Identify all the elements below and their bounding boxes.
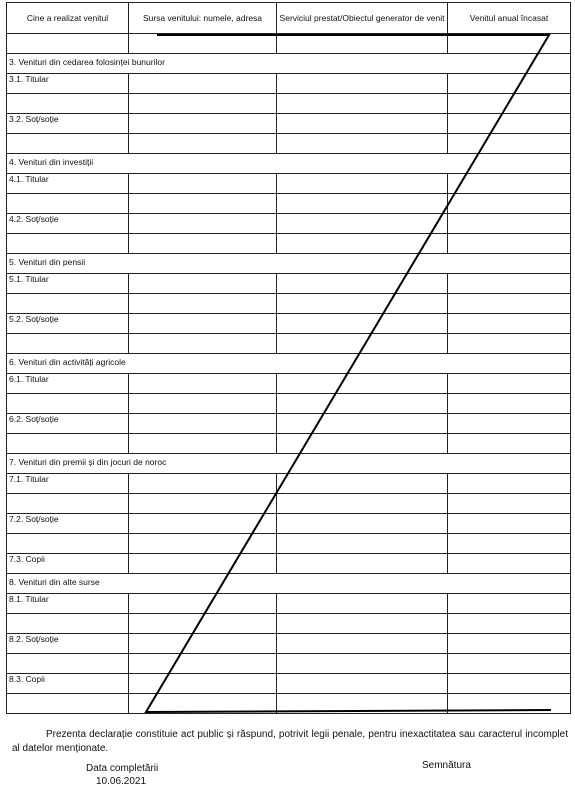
row-label: 5.1. Titular — [7, 274, 129, 294]
row-label: 6.1. Titular — [7, 374, 129, 394]
section-title: 7. Venituri din premii și din jocuri de noroc — [7, 454, 571, 474]
section-title: 5. Venituri din pensii — [7, 254, 571, 274]
legal-statement — [12, 728, 568, 756]
date-label: Data completării — [86, 763, 159, 774]
signature-label: Semnătura — [422, 760, 471, 771]
section-title: 6. Venituri din activități agricole — [7, 354, 571, 374]
row-label: 3.1. Titular — [7, 74, 129, 94]
section-title: 8. Venituri din alte surse — [7, 574, 571, 594]
row-label: 4.1. Titular — [7, 174, 129, 194]
date-value: 10.06.2021 — [96, 776, 147, 787]
header-who: Cine a realizat venitul — [7, 3, 129, 34]
header-annual-income: Venitul anual încasat — [448, 3, 571, 34]
row-label: 7.1. Titular — [7, 474, 129, 494]
row-label: 7.2. Soț/soție — [7, 514, 129, 534]
header-service: Serviciul prestat/Obiectul generator de venit — [277, 3, 448, 34]
table-header — [7, 3, 571, 34]
row-label: 4.2. Soț/soție — [7, 214, 129, 234]
row-label: 5.2. Soț/soție — [7, 314, 129, 334]
row-label: 8.3. Copii — [7, 674, 129, 694]
header-source: Sursa venitului: numele, adresa — [129, 3, 277, 34]
statement-text: Prezenta declarație constituie act public și răspund, potrivit legii penale, pentru inexactitatea sau caracterul incomplet al datelor menționate. — [12, 729, 568, 754]
row-label: 7.3. Copii — [7, 554, 129, 574]
row-label: 8.2. Soț/soție — [7, 634, 129, 654]
income-table — [6, 2, 571, 714]
row-label: 8.1. Titular — [7, 594, 129, 614]
row-label: 6.2. Soț/soție — [7, 414, 129, 434]
section-title: 3. Venituri din cedarea folosinței bunurilor — [7, 54, 571, 74]
row-label: 3.2. Soț/soție — [7, 114, 129, 134]
section-title: 4. Venituri din investiții — [7, 154, 571, 174]
